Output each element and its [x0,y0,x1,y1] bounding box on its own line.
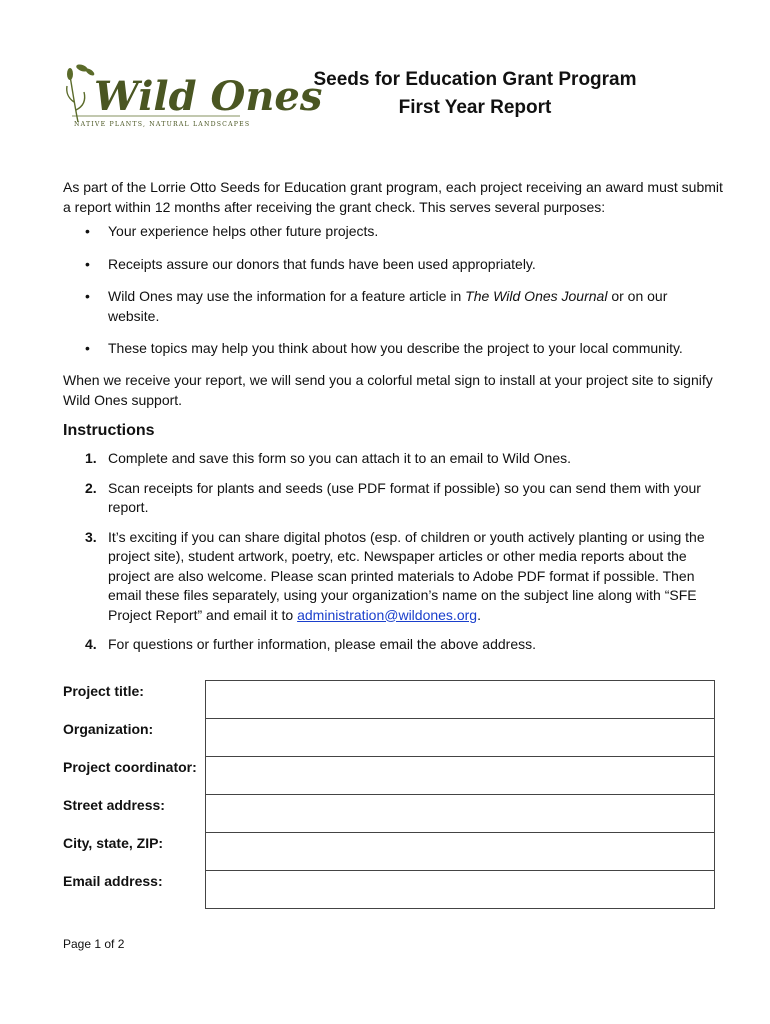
street-address-label: Street address: [63,797,165,813]
instructions-heading: Instructions [63,422,155,439]
project-coordinator-label: Project coordinator: [63,759,197,775]
wild-ones-logo-icon [64,62,323,132]
organization-field[interactable] [206,719,714,757]
list-item: • Your experience helps other future projects. [63,222,713,242]
email-link[interactable]: administration@wildones.org [297,606,478,623]
wild-ones-logo [64,62,323,132]
list-item: 3. It’s exciting if you can share digital photos (esp. of children or youth actively planting or using the project site), student artwork, poetry, etc. Newspaper articles or other media reports about the project are also welcome. Please scan printed materials to Adobe PDF format if possible. Then email these files separately, using your organization’s name on the subject line along with “SFE Project Report” and email it to administration@wildones.org. [85,528,705,623]
step-number: 4. [85,636,97,652]
title-line-2: First Year Report [398,97,552,118]
journal-title: The Wild Ones Journal [465,288,608,304]
form-labels [63,681,197,909]
page-title [285,66,665,122]
email-address-label: Email address: [63,873,163,889]
closing-paragraph: When we receive your report, we will send you a colorful metal sign to install at your project site to signify Wild Ones support. [63,372,713,408]
project-coordinator-field[interactable] [206,757,714,795]
purposes-list [63,222,713,372]
list-item: • These topics may help you think about how you describe the project to your local community. [63,339,713,359]
logo-wordmark: Wild Ones [94,73,323,120]
list-item: 2. Scan receipts for plants and seeds (use PDF format if possible) so you can send them with your report. [85,479,701,515]
project-title-field[interactable] [206,681,714,719]
instructions-list [63,449,713,665]
list-item: 1. Complete and save this form so you can attach it to an email to Wild Ones. [63,449,713,469]
page-number: Page 1 of 2 [63,937,125,951]
street-address-field[interactable] [206,795,714,833]
bullet-icon: • [85,255,90,272]
email-address-field[interactable] [206,871,714,908]
project-title-label: Project title: [63,683,144,699]
step-number: 3. [85,528,97,545]
list-item: 4. For questions or further information, please email the above address. [63,635,713,655]
step-number: 1. [85,450,97,466]
list-item: • Receipts assure our donors that funds have been used appropriately. [63,255,713,275]
list-item: • Wild Ones may use the information for a feature article in The Wild Ones Journal or on our website. [85,288,668,324]
title-line-1: Seeds for Education Grant Program [313,69,637,90]
bullet-icon: • [85,223,90,239]
intro-paragraph: As part of the Lorrie Otto Seeds for Education grant program, each project receiving an award must submit a report within 12 months after receiving the grant check. This serves several purposes: [63,179,723,215]
form-table [205,680,715,909]
bullet-icon: • [85,288,90,304]
step-number: 2. [85,479,97,496]
city-state-zip-label: City, state, ZIP: [63,835,164,851]
bullet-icon: • [85,340,90,356]
organization-label: Organization: [63,721,154,737]
city-state-zip-field[interactable] [206,833,714,871]
logo-tagline: NATIVE PLANTS, NATURAL LANDSCAPES [74,121,251,128]
